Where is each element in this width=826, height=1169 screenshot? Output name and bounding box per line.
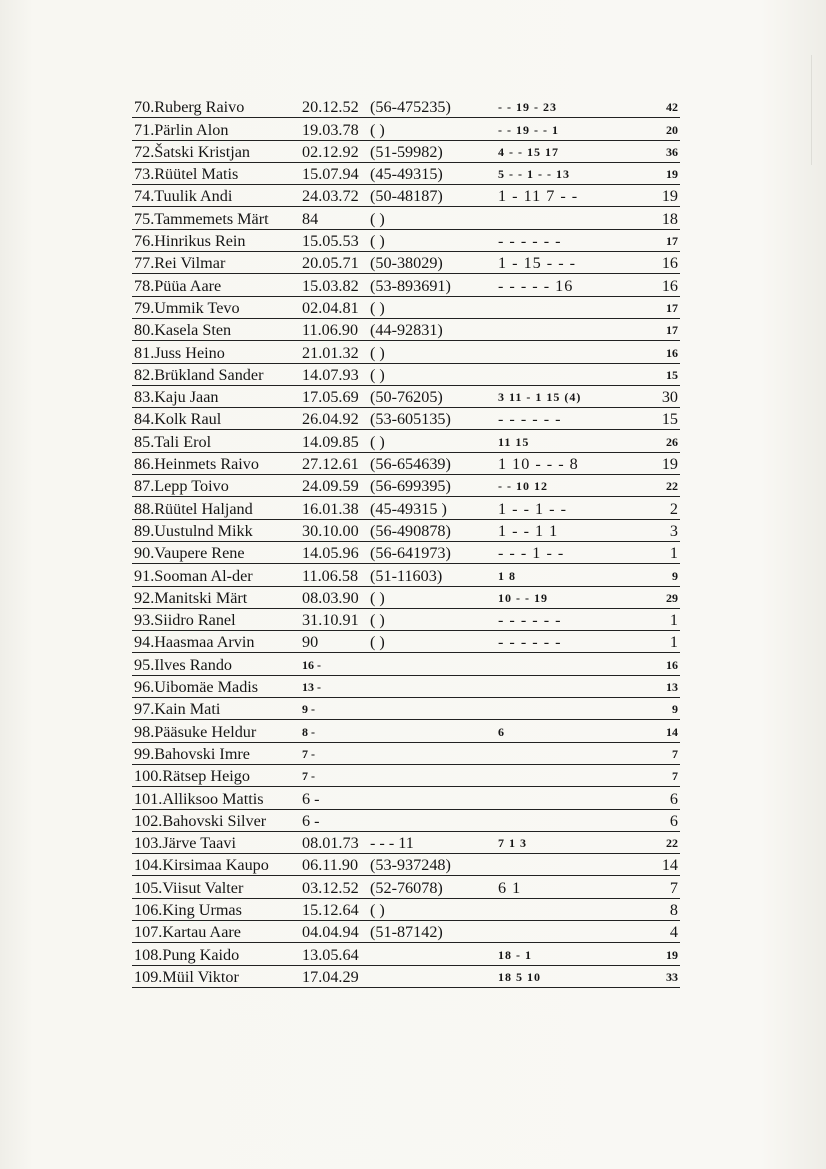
round-scores: - - - - - - (498, 410, 562, 429)
round-scores: 18 5 10 (498, 969, 541, 984)
list-row (132, 386, 680, 408)
registry-code: ( ) (370, 633, 385, 652)
total-score: 14 (661, 856, 678, 875)
registry-code: (45-49315) (370, 165, 443, 184)
round-scores: 3 11 - 1 15 (4) (498, 390, 582, 405)
birth-date: 15.12.64 (302, 900, 359, 919)
total-score: 14 (666, 724, 678, 739)
registry-code: ( ) (370, 432, 385, 451)
list-row (132, 587, 680, 609)
total-score: 42 (666, 100, 678, 115)
birth-date: 15.05.53 (302, 232, 359, 251)
participant-name: 92.Manitski Märt (134, 588, 248, 607)
birth-date: 15.07.94 (302, 165, 359, 184)
total-score: 8 (669, 900, 678, 919)
participant-name: 88.Rüütel Haljand (134, 499, 253, 518)
participant-name: 96.Uibomäe Madis (134, 678, 259, 697)
round-scores: 1 - - 1 1 (498, 521, 559, 540)
total-score: 9 (672, 702, 678, 717)
registry-code: (53-893691) (370, 276, 451, 295)
registry-code: (52-76078) (370, 878, 443, 897)
list-row (132, 118, 680, 140)
list-row (132, 854, 680, 876)
birth-date: 6 - (302, 811, 320, 830)
list-row (132, 163, 680, 185)
participant-name: 104.Kirsimaa Kaupo (134, 856, 269, 875)
birth-date: 8 - (302, 724, 315, 739)
round-scores: 18 - 1 (498, 947, 532, 962)
round-scores: 1 - - 1 - - (498, 499, 567, 518)
list-row (132, 230, 680, 252)
total-score: 7 (672, 746, 678, 761)
total-score: 19 (666, 947, 678, 962)
birth-date: 15.03.82 (302, 276, 359, 295)
participant-name: 75.Tammemets Märt (134, 209, 269, 228)
registry-code: ( ) (370, 209, 385, 228)
birth-date: 9 - (302, 702, 315, 717)
list-row (132, 609, 680, 631)
registry-code: ( ) (370, 120, 385, 139)
list-row (132, 876, 680, 898)
birth-date: 7 - (302, 746, 315, 761)
participant-name: 81.Juss Heino (134, 343, 225, 362)
birth-date: 30.10.00 (302, 521, 359, 540)
birth-date: 02.12.92 (302, 142, 359, 161)
participant-name: 71.Pärlin Alon (134, 120, 229, 139)
total-score: 1 (669, 611, 678, 630)
total-score: 1 (669, 633, 678, 652)
birth-date: 08.01.73 (302, 834, 359, 853)
participant-name: 109.Müil Viktor (134, 967, 239, 986)
list-row (132, 520, 680, 542)
registry-code: - - - 11 (370, 834, 414, 853)
registry-code: (56-475235) (370, 98, 451, 117)
round-scores: 1 10 - - - 8 (498, 455, 579, 474)
registry-code: (53-937248) (370, 856, 451, 875)
registry-code: (53-605135) (370, 410, 451, 429)
list-row (132, 765, 680, 787)
participant-name: 85.Tali Erol (134, 432, 212, 451)
list-row (132, 787, 680, 809)
registry-code: ( ) (370, 900, 385, 919)
birth-date: 08.03.90 (302, 588, 359, 607)
round-scores: - - 19 - 23 (498, 100, 557, 115)
round-scores: 10 - - 19 (498, 590, 548, 605)
total-score: 4 (669, 923, 678, 942)
registry-code: (56-490878) (370, 521, 451, 540)
birth-date: 90 (302, 633, 319, 652)
registry-code: (51-59982) (370, 142, 443, 161)
participant-name: 103.Järve Taavi (134, 834, 236, 853)
participant-name: 76.Hinrikus Rein (134, 232, 246, 251)
list-row (132, 943, 680, 965)
participant-name: 102.Bahovski Silver (134, 811, 267, 830)
birth-date: 26.04.92 (302, 410, 359, 429)
participant-name: 90.Vaupere Rene (134, 544, 245, 563)
participant-name: 74.Tuulik Andi (134, 187, 233, 206)
list-row (132, 921, 680, 943)
total-score: 20 (666, 122, 678, 137)
list-row (132, 453, 680, 475)
page-edge-mark (811, 55, 820, 165)
list-row (132, 341, 680, 363)
total-score: 6 (669, 789, 678, 808)
total-score: 15 (666, 367, 678, 382)
total-score: 18 (661, 209, 678, 228)
birth-date: 17.05.69 (302, 388, 359, 407)
list-row (132, 274, 680, 296)
list-row (132, 185, 680, 207)
total-score: 16 (666, 657, 678, 672)
round-scores: - - 19 - - 1 (498, 122, 559, 137)
list-row (132, 698, 680, 720)
birth-date: 20.05.71 (302, 254, 359, 273)
round-scores: 1 8 (498, 568, 516, 583)
birth-date: 17.04.29 (302, 967, 359, 986)
birth-date: 11.06.58 (302, 566, 359, 585)
registry-code: ( ) (370, 232, 385, 251)
birth-date: 16.01.38 (302, 499, 359, 518)
birth-date: 19.03.78 (302, 120, 359, 139)
round-scores: - - - - - - (498, 611, 562, 630)
registry-code: ( ) (370, 343, 385, 362)
participant-name: 82.Brükland Sander (134, 365, 264, 384)
total-score: 22 (666, 479, 678, 494)
registry-code: (51-11603) (370, 566, 443, 585)
list-row (132, 96, 680, 118)
registry-code: (44-92831) (370, 321, 443, 340)
participant-name: 93.Siidro Ranel (134, 611, 236, 630)
list-row (132, 408, 680, 430)
registry-code: ( ) (370, 298, 385, 317)
participant-name: 105.Viisut Valter (134, 878, 244, 897)
total-score: 7 (672, 769, 678, 784)
round-scores: 4 - - 15 17 (498, 144, 559, 159)
participant-name: 77.Rei Vilmar (134, 254, 226, 273)
birth-date: 24.03.72 (302, 187, 359, 206)
birth-date: 04.04.94 (302, 923, 359, 942)
birth-date: 21.01.32 (302, 343, 359, 362)
total-score: 2 (669, 499, 678, 518)
list-row (132, 207, 680, 229)
participant-name: 89.Uustulnd Mikk (134, 521, 253, 540)
list-row (132, 364, 680, 386)
birth-date: 02.04.81 (302, 298, 359, 317)
list-row (132, 475, 680, 497)
registry-code: (50-38029) (370, 254, 443, 273)
registry-code: (56-654639) (370, 455, 451, 474)
total-score: 30 (661, 388, 678, 407)
total-score: 16 (661, 254, 678, 273)
round-scores: - - 10 12 (498, 479, 548, 494)
total-score: 1 (669, 544, 678, 563)
birth-date: 14.07.93 (302, 365, 359, 384)
list-row (132, 297, 680, 319)
registry-code: (51-87142) (370, 923, 443, 942)
round-scores: 6 (498, 724, 505, 739)
results-list (132, 96, 680, 988)
registry-code: ( ) (370, 588, 385, 607)
participant-name: 94.Haasmaa Arvin (134, 633, 255, 652)
list-row (132, 542, 680, 564)
list-row (132, 631, 680, 653)
participant-name: 100.Rätsep Heigo (134, 767, 250, 786)
birth-date: 24.09.59 (302, 477, 359, 496)
total-score: 9 (672, 568, 678, 583)
list-row (132, 720, 680, 742)
participant-name: 86.Heinmets Raivo (134, 455, 259, 474)
total-score: 17 (666, 323, 678, 338)
list-row (132, 743, 680, 765)
round-scores: 1 - 11 7 - - (498, 187, 579, 206)
list-row (132, 810, 680, 832)
participant-name: 106.King Urmas (134, 900, 242, 919)
participant-name: 101.Alliksoo Mattis (134, 789, 264, 808)
list-row (132, 676, 680, 698)
birth-date: 06.11.90 (302, 856, 359, 875)
registry-code: ( ) (370, 611, 385, 630)
participant-name: 98.Pääsuke Heldur (134, 722, 257, 741)
total-score: 15 (661, 410, 678, 429)
total-score: 29 (666, 590, 678, 605)
registry-code: (50-48187) (370, 187, 443, 206)
birth-date: 14.09.85 (302, 432, 359, 451)
total-score: 33 (666, 969, 678, 984)
total-score: 16 (661, 276, 678, 295)
participant-name: 91.Sooman Al-der (134, 566, 253, 585)
birth-date: 13.05.64 (302, 945, 359, 964)
list-row (132, 430, 680, 452)
participant-name: 72.Šatski Kristjan (134, 142, 251, 161)
total-score: 13 (666, 680, 678, 695)
participant-name: 84.Kolk Raul (134, 410, 222, 429)
registry-code: (45-49315 ) (370, 499, 447, 518)
birth-date: 6 - (302, 789, 320, 808)
list-row (132, 653, 680, 675)
participant-name: 97.Kain Mati (134, 700, 221, 719)
total-score: 3 (669, 521, 678, 540)
list-row (132, 497, 680, 519)
list-row (132, 966, 680, 988)
birth-date: 14.05.96 (302, 544, 359, 563)
registry-code: ( ) (370, 365, 385, 384)
participant-name: 99.Bahovski Imre (134, 744, 250, 763)
round-scores: 1 - 15 - - - (498, 254, 577, 273)
birth-date: 13 - (302, 680, 321, 695)
birth-date: 03.12.52 (302, 878, 359, 897)
list-row (132, 252, 680, 274)
round-scores: - - - - - - (498, 232, 562, 251)
total-score: 19 (661, 187, 678, 206)
list-row (132, 564, 680, 586)
participant-name: 73.Rüütel Matis (134, 165, 239, 184)
participant-name: 95.Ilves Rando (134, 655, 233, 674)
total-score: 36 (666, 144, 678, 159)
birth-date: 27.12.61 (302, 455, 359, 474)
registry-code: (56-641973) (370, 544, 451, 563)
total-score: 16 (666, 345, 678, 360)
registry-code: (50-76205) (370, 388, 443, 407)
participant-name: 78.Püüa Aare (134, 276, 222, 295)
total-score: 22 (666, 836, 678, 851)
birth-date: 31.10.91 (302, 611, 359, 630)
participant-name: 70.Ruberg Raivo (134, 98, 245, 117)
birth-date: 11.06.90 (302, 321, 359, 340)
round-scores: 7 1 3 (498, 836, 527, 851)
total-score: 7 (669, 878, 678, 897)
participant-name: 87.Lepp Toivo (134, 477, 229, 496)
round-scores: 5 - - 1 - - 13 (498, 167, 570, 182)
birth-date: 84 (302, 209, 319, 228)
registry-code: (56-699395) (370, 477, 451, 496)
list-row (132, 319, 680, 341)
total-score: 6 (669, 811, 678, 830)
total-score: 19 (666, 167, 678, 182)
list-row (132, 899, 680, 921)
participant-name: 83.Kaju Jaan (134, 388, 219, 407)
round-scores: - - - - - 16 (498, 276, 574, 295)
round-scores: - - - - - - (498, 633, 562, 652)
total-score: 17 (666, 234, 678, 249)
participant-name: 108.Pung Kaido (134, 945, 240, 964)
list-row (132, 832, 680, 854)
list-row (132, 141, 680, 163)
round-scores: - - - 1 - - (498, 544, 565, 563)
participant-name: 107.Kartau Aare (134, 923, 241, 942)
participant-name: 79.Ummik Tevo (134, 298, 240, 317)
round-scores: 6 1 (498, 878, 522, 897)
birth-date: 20.12.52 (302, 98, 359, 117)
total-score: 19 (661, 455, 678, 474)
participant-name: 80.Kasela Sten (134, 321, 232, 340)
birth-date: 16 - (302, 657, 321, 672)
total-score: 17 (666, 300, 678, 315)
total-score: 26 (666, 434, 678, 449)
round-scores: 11 15 (498, 434, 530, 449)
birth-date: 7 - (302, 769, 315, 784)
